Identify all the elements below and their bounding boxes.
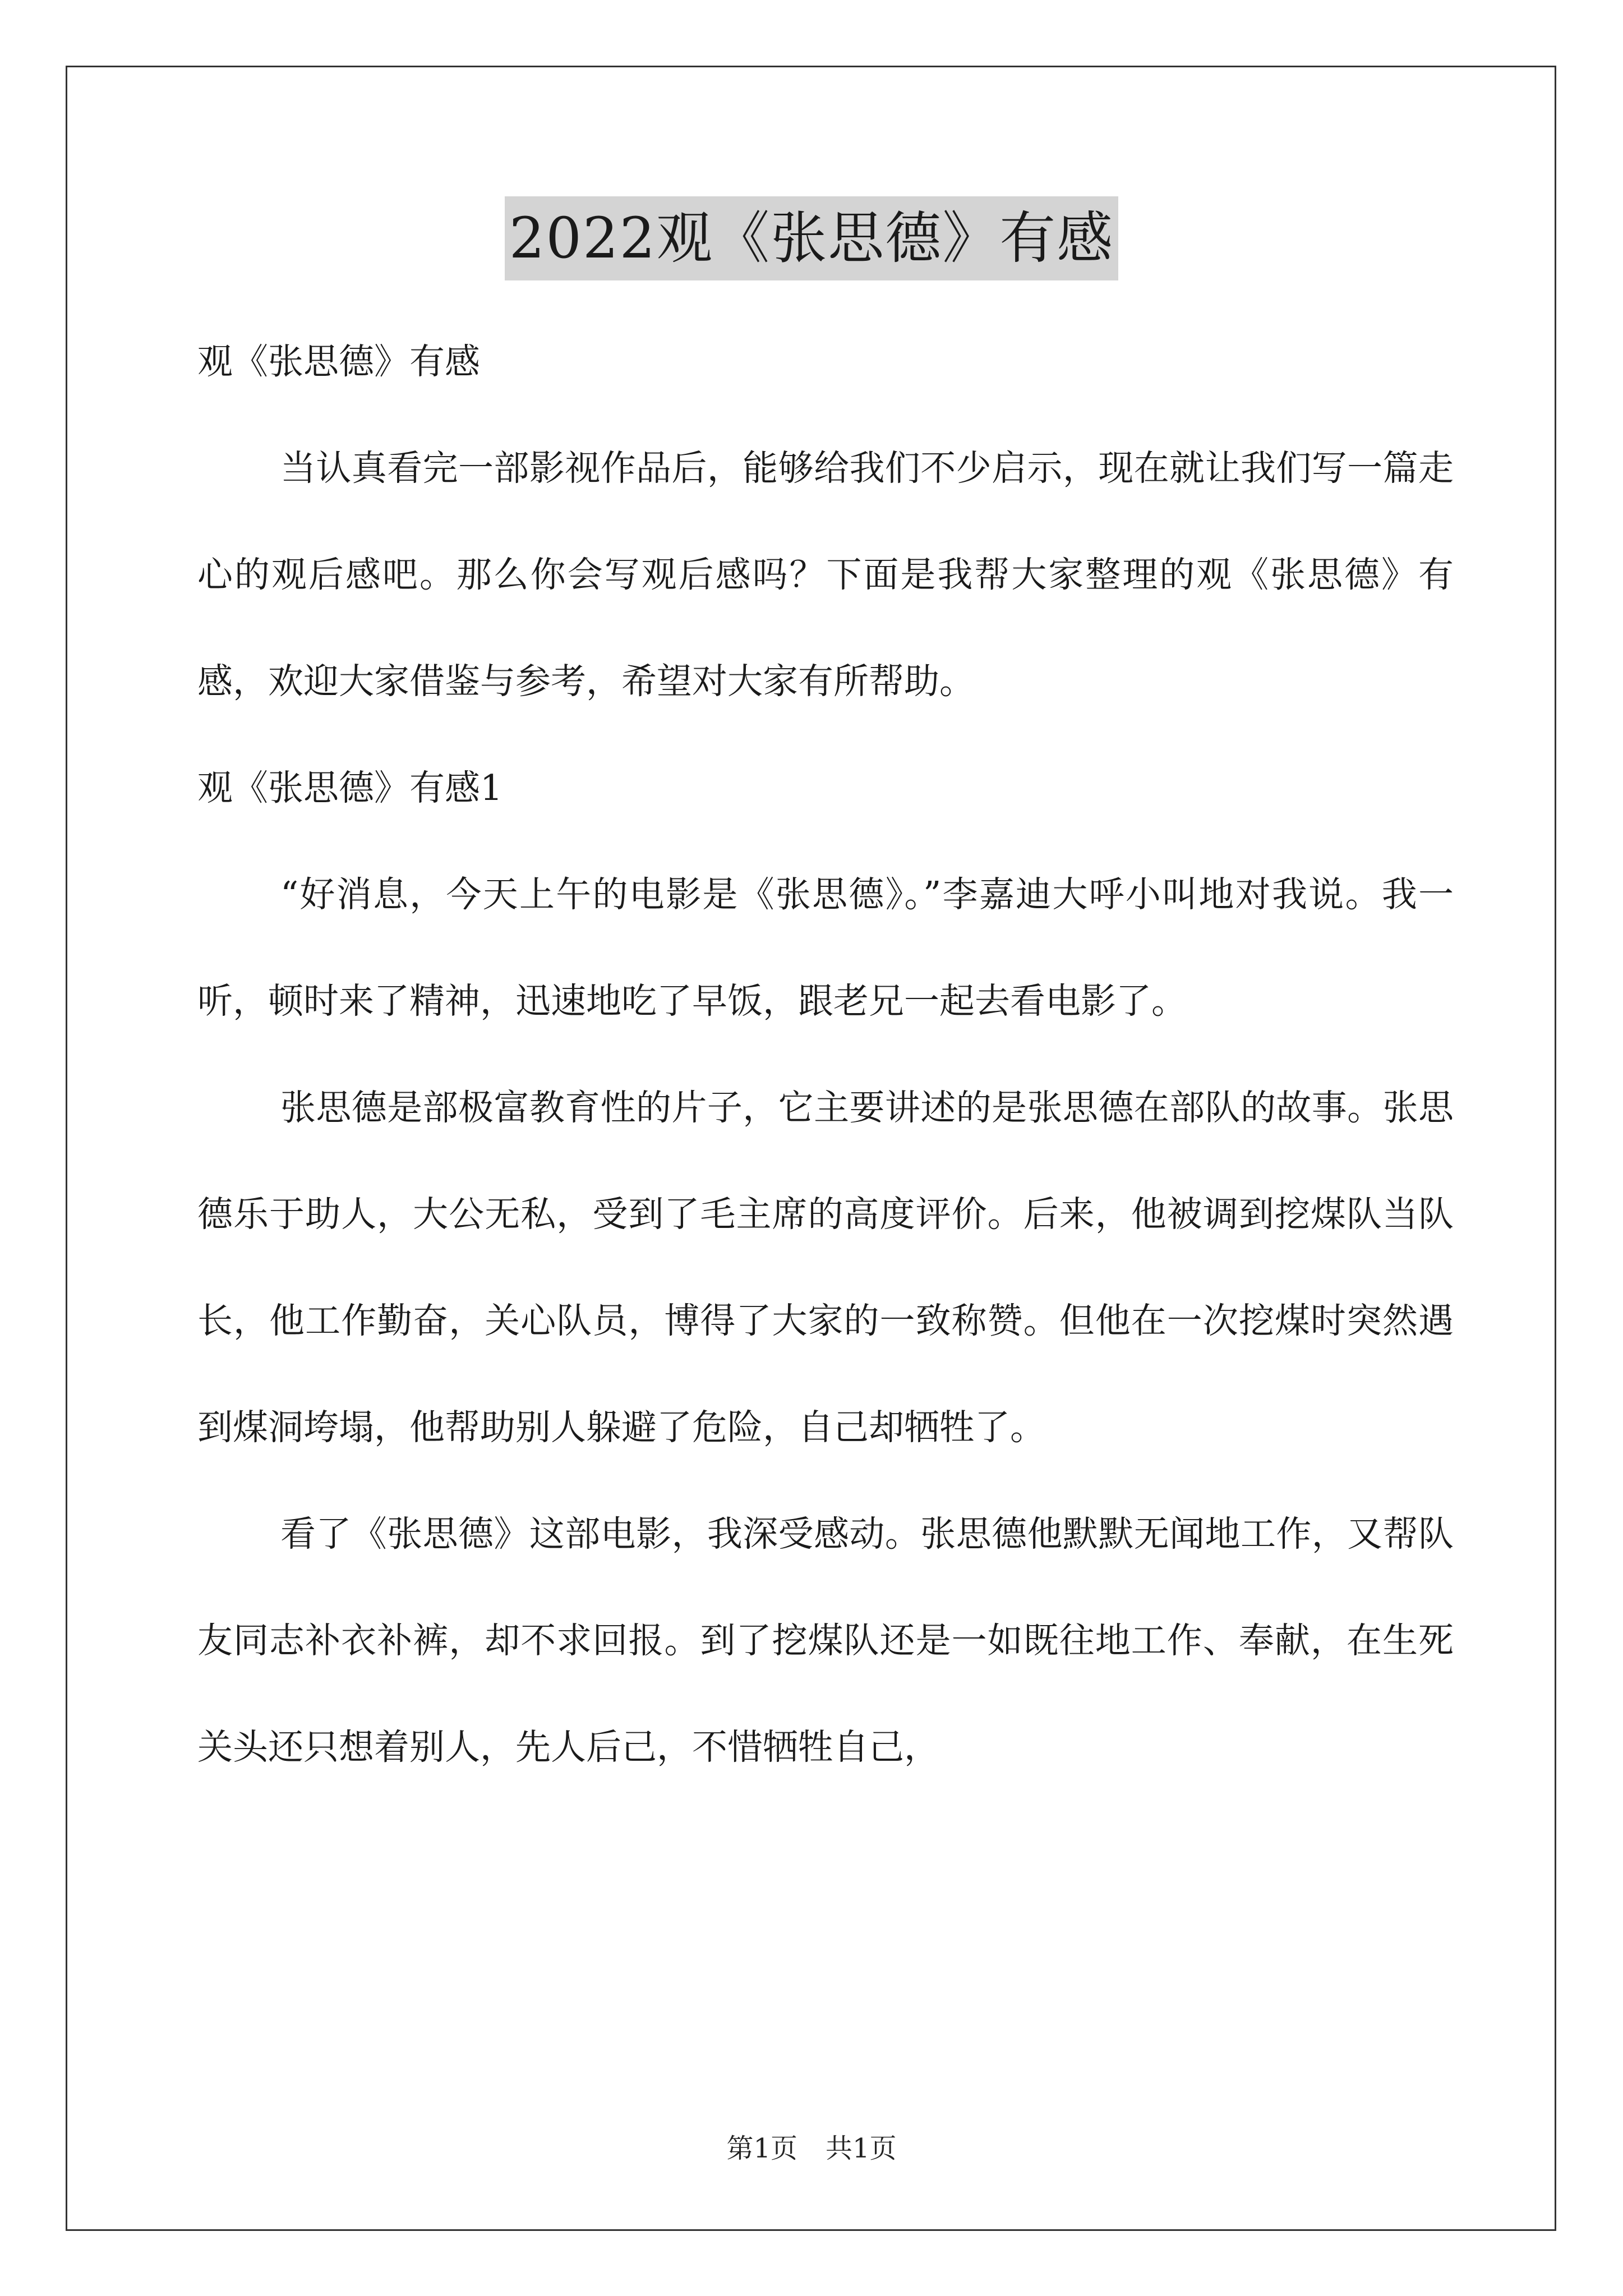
page-footer [0,2132,1623,2165]
page-number: 第1页 [726,2133,797,2164]
body-paragraph: “好消息，今天上午的电影是《张思德》。”李嘉迪大呼小叫地对我说。我一听，顿时来了精神，迅速地吃了早饭，跟老兄一起去看电影了。 [197,874,1454,1022]
section-heading: 观《张思德》有感 [197,341,480,382]
intro-paragraph: 当认真看完一部影视作品后，能够给我们不少启示，现在就让我们写一篇走心的观后感吧。那么你会写观后感吗？下面是我帮大家整理的观《张思德》有感，欢迎大家借鉴与参考，希望对大家有所帮助。 [197,448,1454,702]
title-container [0,196,1623,280]
document-body [197,309,1454,1801]
section-heading: 观《张思德》有感1 [197,767,503,808]
document-title: 2022观《张思德》有感 [505,196,1119,280]
body-paragraph: 看了《张思德》这部电影，我深受感动。张思德他默默无闻地工作，又帮队友同志补衣补裤，却不求回报。到了挖煤队还是一如既往地工作、奉献，在生死关头还只想着别人，先人后己，不惜牺牲自己， [197,1513,1454,1768]
body-paragraph: 张思德是部极富教育性的片子，它主要讲述的是张思德在部队的故事。张思德乐于助人，大公无私，受到了毛主席的高度评价。后来，他被调到挖煤队当队长，他工作勤奋，关心队员，博得了大家的一致称赞。但他在一次挖煤时突然遇到煤洞垮塌，他帮助别人躲避了危险，自己却牺牲了。 [197,1087,1454,1448]
page-total: 共1页 [826,2133,897,2164]
